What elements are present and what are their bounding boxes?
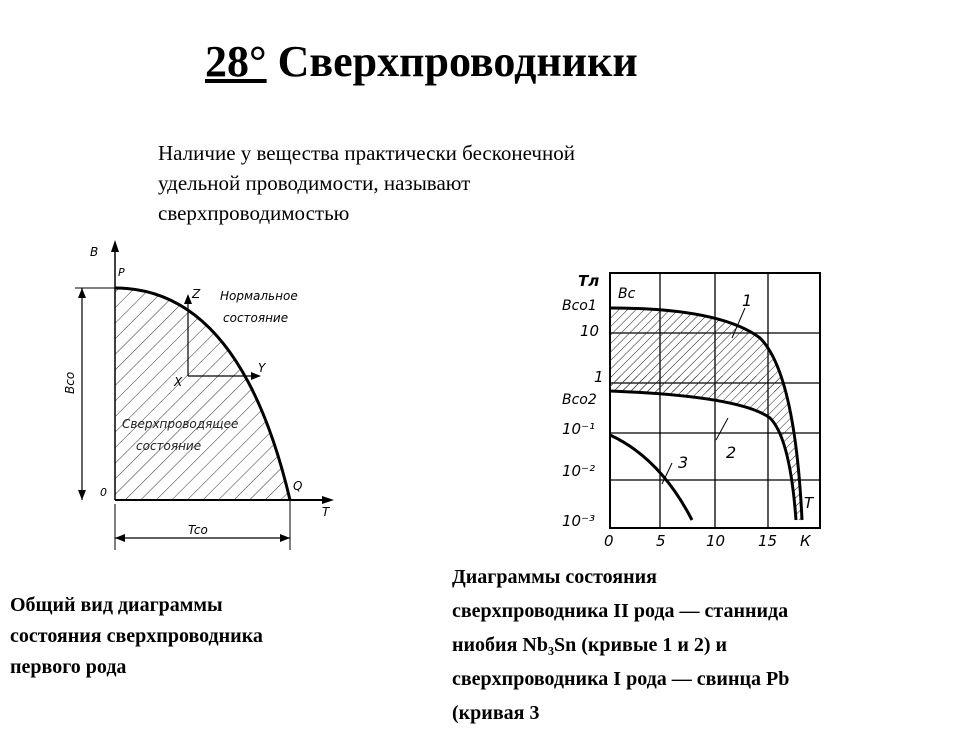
caption-line: Диаграммы состояния: [452, 566, 657, 588]
axis-y-label: B: [90, 245, 99, 259]
point-p-label: P: [118, 266, 125, 279]
x-tick-label: 10: [706, 532, 726, 550]
origin-label: 0: [100, 486, 107, 499]
curve-1-label: 1: [742, 291, 753, 310]
bco2-label: Bco2: [562, 392, 597, 408]
curve-3-label: 3: [678, 453, 689, 472]
intro-text: [158, 138, 718, 228]
x-tick-label: К: [800, 532, 811, 550]
y-tick-label: 10: [580, 322, 600, 340]
point-q-label: Q: [293, 479, 303, 493]
caption-line: ниобия Nb₃Sn (кривые 1 и 2) и: [452, 634, 728, 656]
super-state-label-2: состояние: [136, 439, 202, 453]
y-tick-label: 10⁻³: [562, 512, 596, 530]
left-caption: [10, 590, 263, 683]
y-tick-label: 1: [594, 368, 604, 386]
mixed-state-region: [610, 308, 802, 520]
caption-line: Общий вид диаграммы: [10, 594, 223, 616]
y-label: Y: [258, 361, 266, 375]
title-text: Сверхпроводники: [277, 37, 638, 86]
x-tick-label: 0: [604, 532, 614, 550]
intro-line: удельной проводимости, называют: [158, 171, 471, 195]
tco-label: Tco: [188, 523, 208, 537]
caption-line: первого рода: [10, 656, 127, 678]
bc-label: Bc: [618, 286, 636, 302]
caption-line: сверхпроводника II рода — станнида: [452, 600, 789, 622]
caption-line: состояния сверхпроводника: [10, 625, 263, 647]
arrow-right-icon: [322, 496, 334, 504]
bco1-label: Bco1: [562, 298, 597, 314]
bco-label: Bco: [63, 371, 77, 394]
title-number: 28°: [205, 37, 267, 86]
normal-state-label-2: состояние: [223, 311, 289, 325]
super-state-label-1: Сверхпроводящее: [122, 417, 239, 431]
axis-x-label: T: [322, 505, 330, 519]
type1-phase-diagram: [60, 238, 360, 550]
curve-2-label: 2: [726, 443, 737, 462]
x-label: X: [174, 375, 183, 389]
z-label: Z: [192, 287, 201, 301]
axis-t-label: T: [804, 494, 814, 512]
caption-line: (кривая 3: [452, 702, 540, 724]
unit-label: Тл: [578, 272, 600, 290]
y-tick-label: 10⁻²: [562, 462, 596, 480]
y-tick-label: 10⁻¹: [562, 420, 596, 438]
caption-line: сверхпроводника I рода — свинца Рb: [452, 668, 790, 690]
right-caption: [452, 560, 789, 730]
curve-3-line: [610, 435, 692, 520]
normal-state-label-1: Нормальное: [220, 289, 298, 303]
x-tick-label: 15: [758, 532, 778, 550]
intro-line: сверхпроводимостью: [158, 201, 350, 225]
arrow-up-icon: [111, 240, 119, 252]
intro-line: Наличие у вещества практически бесконечной: [158, 141, 575, 165]
page-title: [205, 36, 638, 87]
x-tick-label: 5: [656, 532, 666, 550]
type2-phase-diagram: [560, 258, 830, 550]
